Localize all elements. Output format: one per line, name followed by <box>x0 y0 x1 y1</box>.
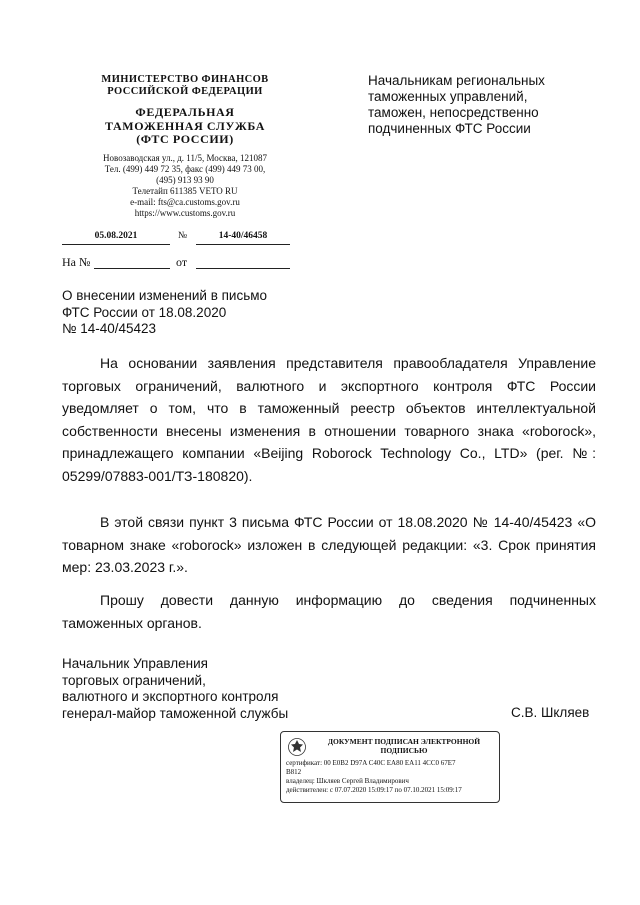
paragraph-text: На основании заявления представителя правообладателя Управление торговых ограничений, валютного и экспортного контроля ФТС России уведомляет о том, что в таможенный реестр объектов интеллектуальной собственности внесены изменения в отношении товарного знака «roborock», принадлежащего компании «Beijing Roborock Technology Co., LTD» (рег. №: 05299/07883-001/ТЗ-180820). <box>62 355 596 484</box>
contact-website: https://www.customs.gov.ru <box>134 208 236 218</box>
paragraph-text: В этой связи пункт 3 письма ФТС России от 18.08.2020 № 14-40/45423 «О товарном знаке «roborock» изложен в следующей редакции: «3. Срок принятия мер: 23.03.2023 г.». <box>62 514 596 575</box>
agency-line: ТАМОЖЕННАЯ СЛУЖБА <box>105 118 265 133</box>
ministry-name <box>62 74 308 98</box>
position-line: Начальник Управления <box>62 656 208 671</box>
position-line: валютного и экспортного контроля <box>62 689 279 704</box>
stamp-certificate: сертификат: 00 E0B2 D97A C40C EA80 EA11 4CC0 67E7 <box>286 759 456 767</box>
body-paragraph-1 <box>62 352 596 487</box>
addressee <box>368 73 598 137</box>
stamp-certificate-cont: B812 <box>286 768 302 776</box>
addressee-line: таможенных управлений, <box>368 89 528 104</box>
stamp-validity: действителен: с 07.07.2020 15:09:17 по 07.10.2021 15:09:17 <box>286 786 462 794</box>
subject-line: № 14-40/45423 <box>62 321 157 336</box>
stamp-details <box>286 759 494 795</box>
addressee-line: таможен, непосредственно <box>368 105 539 120</box>
subject-line: О внесении изменений в письмо <box>62 288 268 303</box>
body-paragraph-2 <box>62 511 596 579</box>
stamp-owner: владелец: Шкляев Сергей Владимирович <box>286 777 409 785</box>
body-paragraph-3 <box>62 589 596 634</box>
position-line: торговых ограничений, <box>62 672 206 688</box>
contact-phone: Тел. (499) 449 72 35, факс (499) 449 73 00, <box>104 164 266 174</box>
letter-number: 14-40/46458 <box>196 231 290 245</box>
paragraph-text: Прошу довести данную информацию до сведения подчиненных таможенных органов. <box>62 592 596 631</box>
agency-line: ФЕДЕРАЛЬНАЯ <box>135 105 235 119</box>
contact-email: e-mail: fts@ca.customs.gov.ru <box>130 197 240 207</box>
e-signature-stamp <box>280 731 500 803</box>
agency-line: (ФТС РОССИИ) <box>136 132 234 146</box>
reference-label: На № <box>62 255 91 269</box>
registration-row <box>62 231 302 247</box>
number-sign: № <box>178 231 188 241</box>
contacts-block <box>62 153 308 219</box>
contact-address: Новозаводская ул., д. 11/5, Москва, 121087 <box>103 153 267 163</box>
agency-name <box>62 106 308 147</box>
addressee-line: подчиненных ФТС России <box>368 121 531 136</box>
signatory-name: С.В. Шкляев <box>511 705 590 720</box>
reference-row <box>62 255 302 271</box>
reference-from-label: от <box>176 255 188 269</box>
ministry-line: МИНИСТЕРСТВО ФИНАНСОВ <box>101 74 269 85</box>
subject-line: ФТС России от 18.08.2020 <box>62 304 227 320</box>
emblem-icon <box>287 737 307 757</box>
subject <box>62 288 267 338</box>
reference-date-blank <box>196 255 290 269</box>
addressee-line: Начальникам региональных <box>368 73 545 88</box>
stamp-title: ДОКУМЕНТ ПОДПИСАН ЭЛЕКТРОННОЙ ПОДПИСЬЮ <box>327 737 481 755</box>
position-line: генерал-майор таможенной службы <box>62 705 289 721</box>
letter-date: 05.08.2021 <box>62 231 170 245</box>
contact-teletype: Телетайп 611385 VETO RU <box>132 186 238 196</box>
reference-number-blank <box>94 255 170 269</box>
signatory-position <box>62 656 288 722</box>
ministry-line: РОССИЙСКОЙ ФЕДЕРАЦИИ <box>107 86 263 97</box>
contact-phone-2: (495) 913 93 90 <box>156 175 214 185</box>
